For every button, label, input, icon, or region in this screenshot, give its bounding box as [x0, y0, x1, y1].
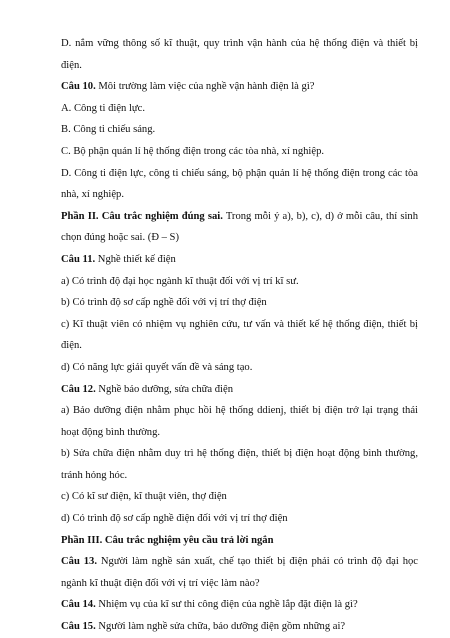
- text-line: [61, 335, 418, 357]
- line-text: chọn đúng hoặc sai. (Đ – S): [61, 232, 179, 244]
- heading-label: Phần III. Câu trắc nghiệm yêu cầu trả lời ngắn: [61, 534, 274, 546]
- text-line: [61, 379, 418, 401]
- text-line: [61, 55, 418, 77]
- line-text: B. Công ti chiếu sáng.: [61, 124, 156, 136]
- text-line: [61, 271, 418, 293]
- text-line: [61, 163, 418, 185]
- line-text: ngành kĩ thuật điện đối với vị trí việc làm nào?: [61, 577, 260, 589]
- line-text: Nghề thiết kế điện: [95, 253, 176, 265]
- text-line: [61, 119, 418, 141]
- line-text: D. Công ti điện lực, công ti chiếu sáng, bộ phận quản lí hệ thống điện trong các tòa: [61, 167, 418, 179]
- heading-label: Câu 15.: [61, 621, 96, 633]
- document-body: [61, 33, 418, 638]
- line-text: Trong mỗi ý a), b), c), d) ở mỗi câu, thí sinh: [222, 210, 418, 222]
- line-text: b) Sửa chữa điện nhằm duy trì hệ thống điện, thiết bị điện hoạt động bình thường,: [61, 448, 418, 460]
- text-line: [61, 422, 418, 444]
- text-line: [61, 98, 418, 120]
- line-text: c) Có kĩ sư điện, kĩ thuật viên, thợ điện: [61, 491, 227, 503]
- text-line: [61, 33, 418, 55]
- text-line: [61, 594, 418, 616]
- text-line: [61, 400, 418, 422]
- line-text: b) Có trình độ sơ cấp nghề đối với vị trí thợ điện: [61, 297, 267, 309]
- heading-label: Câu 13.: [61, 556, 97, 568]
- line-text: Nghề bảo dưỡng, sửa chữa điện: [95, 383, 233, 395]
- text-line: [61, 76, 418, 98]
- line-text: điện.: [61, 59, 82, 71]
- line-text: d) Có trình độ sơ cấp nghề điện đối với vị trí thợ điện: [61, 513, 288, 525]
- heading-label: Câu 11.: [61, 253, 96, 265]
- text-line: [61, 551, 418, 573]
- line-text: tránh hỏng hóc.: [61, 469, 128, 481]
- heading-label: Câu 12.: [61, 383, 96, 395]
- line-text: A. Công ti điện lực.: [61, 102, 146, 114]
- line-text: c) Kĩ thuật viên có nhiệm vụ nghiên cứu, tư vấn và thiết kế hệ thống điện, thiết bị: [61, 318, 418, 330]
- text-line: [61, 227, 418, 249]
- line-text: Nhiệm vụ của kĩ sư thi công điện của nghề lắp đặt điện là gì?: [95, 599, 358, 611]
- text-line: [61, 443, 418, 465]
- line-text: a) Bảo dưỡng điện nhằm phục hồi hệ thống ddienj, thiết bị điện trở lại trạng thái: [61, 405, 418, 417]
- text-line: [61, 616, 418, 638]
- text-line: [61, 357, 418, 379]
- line-text: điện.: [61, 340, 82, 352]
- line-text: d) Có năng lực giải quyết vấn đề và sáng tạo.: [61, 361, 253, 373]
- line-text: Người làm nghề sản xuất, chế tạo thiết bị điện phải có trình độ đại học: [96, 556, 418, 568]
- line-text: C. Bộ phận quản lí hệ thống điện trong các tòa nhà, xí nghiệp.: [61, 145, 325, 157]
- line-text: a) Có trình độ đại học ngành kĩ thuật đối với vị trí kĩ sư.: [61, 275, 299, 287]
- line-text: Môi trường làm việc của nghề vận hành điện là gì?: [95, 81, 315, 93]
- text-line: [61, 530, 418, 552]
- text-line: [61, 486, 418, 508]
- heading-label: Câu 10.: [61, 81, 96, 93]
- line-text: hoạt động bình thường.: [61, 426, 161, 438]
- text-line: [61, 206, 418, 228]
- text-line: [61, 465, 418, 487]
- text-line: [61, 184, 418, 206]
- heading-label: Phần II. Câu trắc nghiệm đúng sai.: [61, 210, 223, 222]
- text-line: [61, 249, 418, 271]
- text-line: [61, 141, 418, 163]
- text-line: [61, 573, 418, 595]
- line-text: nhà, xí nghiệp.: [61, 189, 124, 201]
- text-line: [61, 508, 418, 530]
- heading-label: Câu 14.: [61, 599, 96, 611]
- line-text: Người làm nghề sửa chữa, bảo dưỡng điện gồm những ai?: [95, 621, 346, 633]
- text-line: [61, 314, 418, 336]
- line-text: D. nắm vững thông số kĩ thuật, quy trình vận hành của hệ thống điện và thiết bị: [61, 38, 418, 49]
- text-line: [61, 292, 418, 314]
